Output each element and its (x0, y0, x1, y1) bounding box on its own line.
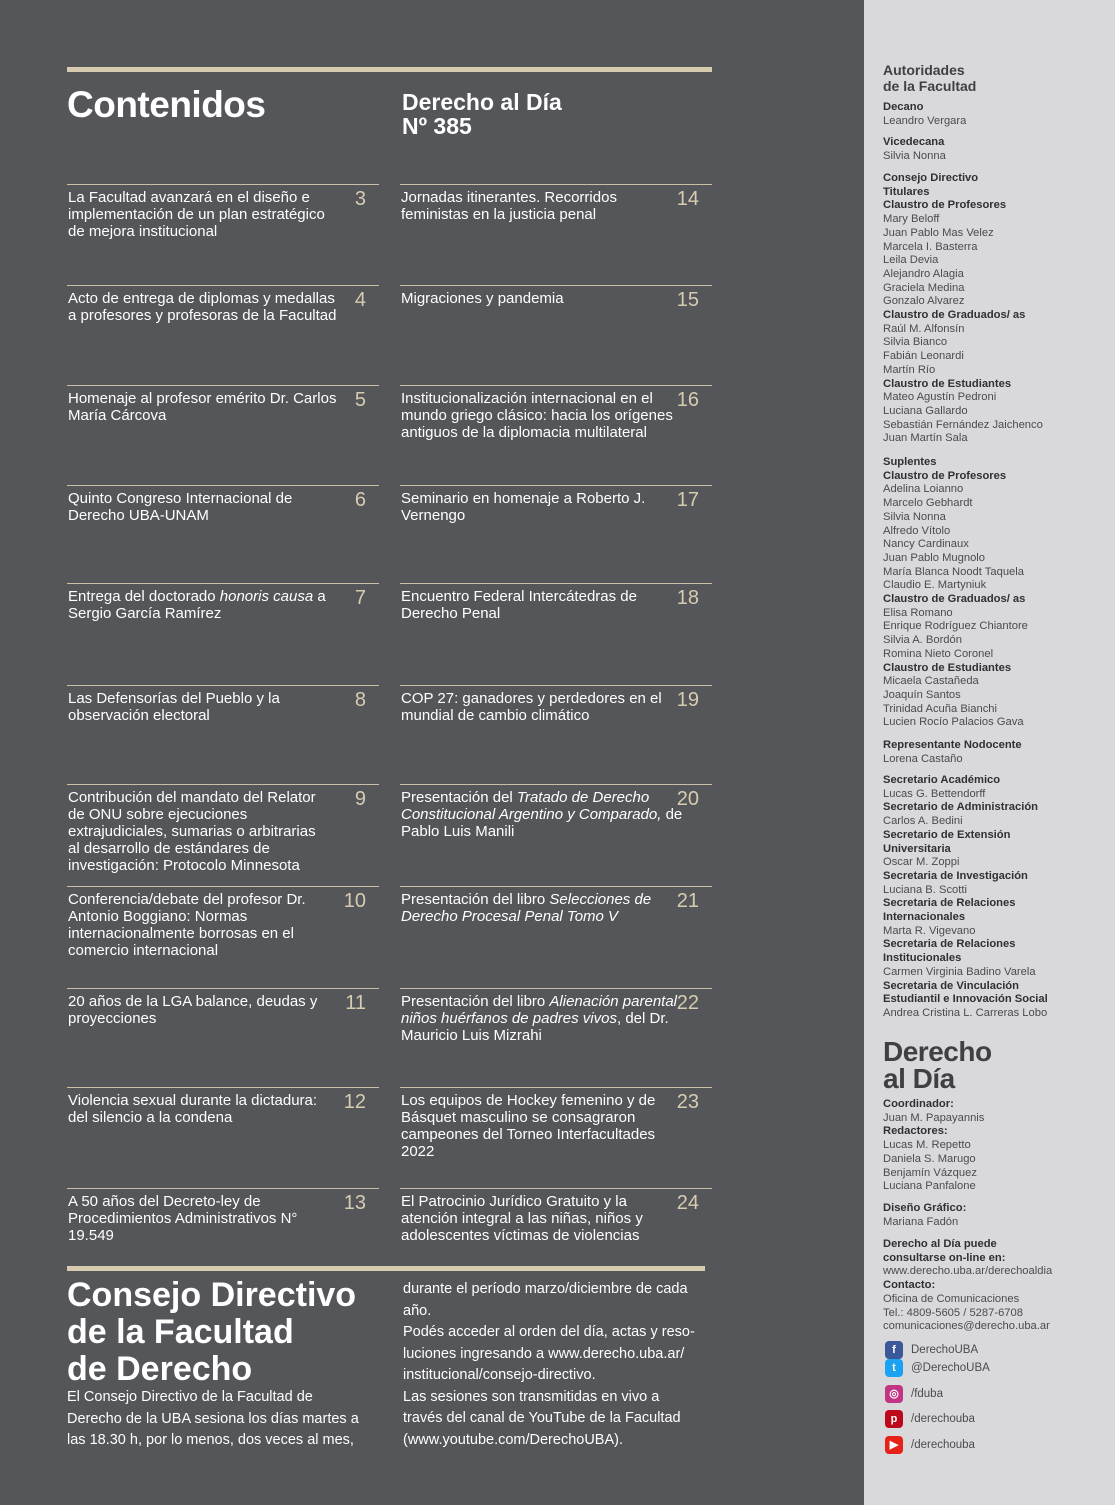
derecho-al-dia-logo (883, 1038, 992, 1092)
toc-title-italic: Selecciones de Derecho Procesal Penal Tomo V (401, 891, 652, 925)
toc-page-number: 24 (676, 1192, 699, 1214)
sidebar-name: Enrique Rodríguez Chiantore (883, 620, 1028, 633)
toc-title-part: de Pablo Luis Manili (401, 806, 683, 840)
social-link-label: /derechouba (911, 1413, 975, 1425)
toc-entry-title (401, 891, 683, 925)
toc-entry-title: Migraciones y pandemia (401, 290, 564, 307)
sidebar-label: Titulares (883, 185, 930, 198)
contact-block (883, 1238, 1108, 1334)
sidebar-label: Estudiantil e Innovación Social (883, 993, 1048, 1006)
toc-divider (400, 784, 712, 785)
sidebar-name: Lucien Rocío Palacios Gava (883, 716, 1024, 729)
toc-page-number: 6 (354, 489, 366, 511)
toc-entry-title: Homenaje al profesor emérito Dr. Carlos María Cárcova (68, 390, 337, 424)
sidebar-label: Redactores: (883, 1125, 948, 1138)
toc-page-number: 23 (676, 1091, 699, 1113)
sidebar-name: Adelina Loianno (883, 483, 964, 496)
sidebar-label: Internacionales (883, 911, 966, 924)
toc-divider (400, 1188, 712, 1189)
sidebar-name: Oscar M. Zoppi (883, 856, 960, 869)
sidebar-name: Nancy Cardinaux (883, 538, 969, 551)
toc-title-part: Presentación del libro (401, 993, 550, 1010)
sidebar-name: Oficina de Comunicaciones (883, 1292, 1020, 1305)
sidebar-name: Benjamín Vázquez (883, 1166, 977, 1179)
sidebar-label: Coordinador: (883, 1098, 954, 1110)
sidebar-label: Secretaria de Relaciones (883, 897, 1016, 910)
consejo-right-line6: Las sesiones son transmitidas en vivo a (403, 1388, 660, 1405)
sidebar-name: Gonzalo Alvarez (883, 295, 965, 308)
toc-title-part: , del Dr. Mauricio Luis Mizrahi (401, 1010, 669, 1044)
toc-entry-title: COP 27: ganadores y perdedores en el mundial de cambio climático (401, 690, 662, 724)
toc-entry-title: Violencia sexual durante la dictadura: del silencio a la condena (68, 1092, 318, 1126)
consejo-right-line4: luciones ingresando a www.derecho.uba.ar/ (403, 1345, 685, 1362)
toc-entry-title: Conferencia/debate del profesor Dr. Antonio Boggiano: Normas internacionalmente borrosas en el comercio internacional (68, 891, 306, 959)
sidebar-label: Suplentes (883, 456, 937, 468)
toc-page-number: 4 (354, 289, 366, 311)
toc-page-number: 14 (676, 188, 699, 210)
consejo-right-line8: (www.youtube.com/DerechoUBA). (403, 1431, 623, 1448)
sidebar-label: Representante Nodocente (883, 739, 1022, 751)
sidebar-label: Consejo Directivo (883, 172, 979, 184)
facebook-icon: f (885, 1341, 903, 1359)
consejo-left-line3: las 18.30 h, por lo menos, dos veces al mes, (67, 1432, 354, 1448)
toc-title-part: Presentación del libro (401, 891, 550, 908)
toc-entry-title: Seminario en homenaje a Roberto J. Vernengo (401, 490, 646, 524)
sidebar-name: Luciana B. Scotti (883, 883, 967, 896)
consejo-right-line7: través del canal de YouTube de la Facultad (403, 1410, 681, 1426)
sidebar-name: Silvia A. Bordón (883, 634, 962, 647)
sidebar-name: www.derecho.uba.ar/derechoaldia (883, 1265, 1053, 1278)
toc-title-italic: Tratado de Derecho Constitucional Argentino y Comparado, (401, 789, 662, 823)
toc-entry-title: A 50 años del Decreto-ley de Procedimientos Administrativos N° 19.549 (68, 1193, 298, 1244)
design-block (883, 1202, 1108, 1229)
social-link-label: @DerechoUBA (911, 1362, 990, 1374)
toc-page-number: 15 (676, 289, 699, 311)
sidebar-label: Secretaria de Vinculación (883, 979, 1019, 992)
toc-entry-title: Los equipos de Hockey femenino y de Básquet masculino se consagraron campeones del Torneo Interfacultades 2022 (401, 1092, 656, 1160)
vicedean-block (883, 136, 1108, 163)
consejo-right-line5: institucional/consejo-directivo. (403, 1367, 596, 1383)
sidebar-name: Leandro Vergara (883, 114, 967, 127)
sidebar-label: Derecho al Día puede (883, 1238, 997, 1250)
authorities-heading-line2: de la Facultad (883, 78, 977, 94)
staff-block (883, 1098, 1108, 1194)
sidebar-name: Leila Devia (883, 254, 939, 267)
toc-entry-title: 20 años de la LGA balance, deudas y proyecciones (68, 993, 318, 1027)
sidebar-name: María Blanca Noodt Taquela (883, 565, 1024, 578)
secretarias-block (883, 774, 1108, 1021)
sidebar-name: Marcela I. Basterra (883, 240, 978, 253)
sidebar-name: Raúl M. Alfonsín (883, 322, 965, 335)
consejo-text-right (403, 1279, 695, 1451)
authorities-heading (883, 62, 976, 94)
toc-title-part: Presentación del (401, 789, 517, 806)
sidebar-name: Juan M. Papayannis (883, 1111, 985, 1124)
sidebar-name: Tel.: 4809-5605 / 5287-6708 (883, 1306, 1023, 1319)
dean-block (883, 101, 1108, 128)
toc-divider (400, 886, 712, 887)
consejo-right-line1: durante el período marzo/diciembre de cada (403, 1281, 688, 1297)
sidebar-name: Luciana Gallardo (883, 404, 968, 417)
issue-title-line2: Nº 385 (402, 113, 472, 139)
sidebar-label: Claustro de Estudiantes (883, 661, 1012, 674)
sidebar-label: Claustro de Profesores (883, 199, 1007, 212)
consejo-right-line3: Podés acceder al orden del día, actas y reso- (403, 1324, 695, 1340)
sidebar-name: Claudio E. Martyniuk (883, 579, 987, 592)
sidebar-name: Silvia Bianco (883, 336, 948, 349)
sidebar-name: Sebastián Fernández Jaichenco (883, 418, 1043, 431)
sidebar-label: Institucionales (883, 952, 962, 965)
sidebar-label: Claustro de Graduados/ as (883, 593, 1026, 606)
toc-page-number: 5 (354, 389, 366, 411)
sidebar-name: Fabián Leonardi (883, 350, 964, 363)
toc-page-number: 16 (676, 389, 699, 411)
sidebar-name: Carlos A. Bedini (883, 815, 963, 828)
sidebar-label: Secretaria de Relaciones (883, 938, 1016, 951)
toc-page-number: 9 (354, 788, 366, 810)
toc-divider (67, 583, 379, 584)
consejo-title-line1: Consejo Directivo (67, 1276, 357, 1314)
sidebar-label: Contacto: (883, 1279, 936, 1292)
consejo-title-line2: de la Facultad (67, 1313, 294, 1351)
toc-divider (400, 485, 712, 486)
toc-entry-title: Encuentro Federal Intercátedras de Derecho Penal (401, 588, 637, 622)
sidebar-name: Mariana Fadón (883, 1215, 959, 1228)
toc-entry-title: Jornadas itinerantes. Recorridos feministas en la justicia penal (401, 189, 617, 223)
sidebar-label: Diseño Gráfico: (883, 1202, 967, 1214)
toc-page-number: 13 (343, 1192, 366, 1214)
authorities-heading-line1: Autoridades (883, 62, 965, 78)
toc-title-italic: Alienación parental niños huérfanos de padres vivos (401, 993, 678, 1027)
sidebar-name: comunicaciones@derecho.uba.ar (883, 1320, 1050, 1333)
sidebar-name: Graciela Medina (883, 281, 965, 294)
sidebar-label: Claustro de Profesores (883, 469, 1007, 482)
sidebar-name: Lucas M. Repetto (883, 1139, 971, 1152)
consejo-right-line2: año. (403, 1302, 432, 1319)
instagram-icon: ◎ (885, 1385, 903, 1403)
toc-divider (67, 385, 379, 386)
toc-divider (67, 184, 379, 185)
sidebar-name: Daniela S. Marugo (883, 1152, 976, 1165)
toc-page-number: 12 (343, 1091, 366, 1113)
toc-title-italic: honoris causa (219, 588, 314, 605)
toc-divider (67, 1087, 379, 1088)
consejo-left-line2: Derecho de la UBA sesiona los días martes a (67, 1410, 359, 1427)
consejo-title-line3: de Derecho (67, 1350, 253, 1388)
toc-divider (67, 784, 379, 785)
toc-page-number: 21 (676, 890, 699, 912)
toc-entry-title: Acto de entrega de diplomas y medallas a profesores y profesoras de la Facultad (68, 290, 337, 324)
sidebar-label: Vicedecana (883, 136, 945, 148)
sidebar-name: Romina Nieto Coronel (883, 647, 994, 660)
toc-divider (67, 285, 379, 286)
nodocente-block (883, 739, 1108, 766)
toc-page-number: 3 (354, 188, 366, 210)
social-link-label: /fduba (911, 1388, 943, 1400)
consejo-left-line1: El Consejo Directivo de la Facultad de (67, 1389, 313, 1405)
toc-entry-title (401, 789, 683, 840)
toc-divider (400, 285, 712, 286)
sidebar-label: Claustro de Estudiantes (883, 377, 1012, 390)
sidebar-name: Carmen Virginia Badino Varela (883, 965, 1036, 978)
toc-entry-title: La Facultad avanzará en el diseño e implementación de un plan estratégico de mejora institucional (68, 189, 325, 240)
sidebar-label: Secretaria de Investigación (883, 869, 1028, 882)
sidebar-label: Secretario de Administración (883, 801, 1039, 814)
derecho-al-dia-logo-line1: Derecho (883, 1036, 992, 1067)
toc-page-number: 22 (676, 992, 699, 1014)
toc-divider (400, 184, 712, 185)
sidebar-name: Trinidad Acuña Bianchi (883, 702, 998, 715)
toc-divider (67, 886, 379, 887)
toc-title-part: a Sergio García Ramírez (68, 588, 326, 622)
consejo-text-left (67, 1387, 359, 1452)
toc-divider (400, 988, 712, 989)
toc-entry-title: Las Defensorías del Pueblo y la observación electoral (68, 690, 280, 724)
sidebar-name: Juan Martín Sala (883, 432, 968, 445)
toc-divider (67, 485, 379, 486)
consejo-suplentes-block (883, 456, 1108, 730)
toc-entry-title: Quinto Congreso Internacional de Derecho UBA-UNAM (68, 490, 293, 524)
sidebar-name: Mateo Agustín Pedroni (883, 391, 997, 404)
sidebar-name: Andrea Cristina L. Carreras Lobo (883, 1006, 1048, 1019)
toc-divider (67, 988, 379, 989)
toc-divider (67, 1188, 379, 1189)
toc-divider (400, 685, 712, 686)
toc-page-number: 10 (343, 890, 366, 912)
toc-entry-title (401, 993, 683, 1044)
sidebar-label: Secretario Académico (883, 774, 1001, 786)
sidebar-label: Secretario de Extensión (883, 828, 1011, 841)
toc-title-part: Entrega del doctorado (68, 588, 220, 605)
sidebar-name: Silvia Nonna (883, 149, 946, 162)
toc-page-number: 11 (345, 992, 366, 1014)
sidebar-name: Lorena Castaño (883, 752, 963, 765)
sidebar-label: Decano (883, 101, 924, 113)
sidebar-name: Marcelo Gebhardt (883, 497, 973, 510)
toc-page-number: 18 (676, 587, 699, 609)
sidebar-label: Universitaria (883, 842, 951, 855)
issue-title-line1: Derecho al Día (402, 89, 562, 115)
page-title: Contenidos (67, 84, 266, 125)
sidebar-label: Claustro de Graduados/ as (883, 309, 1026, 322)
sidebar-name: Juan Pablo Mugnolo (883, 551, 986, 564)
sidebar-name: Joaquín Santos (883, 688, 961, 701)
sidebar-label: consultarse on-line en: (883, 1251, 1006, 1264)
twitter-icon: t (885, 1359, 903, 1377)
social-link-label: DerechoUBA (911, 1344, 979, 1356)
social-link-label: /derechouba (911, 1439, 975, 1451)
toc-divider (400, 583, 712, 584)
toc-divider (400, 385, 712, 386)
sidebar-name: Luciana Panfalone (883, 1180, 976, 1193)
toc-entry-title: El Patrocinio Jurídico Gratuito y la atención integral a las niñas, niños y adolescentes víctimas de violencias (401, 1193, 643, 1244)
derecho-al-dia-logo-line2: al Día (883, 1063, 955, 1094)
sidebar-name: Alejandro Alagia (883, 267, 964, 280)
toc-page-number: 17 (676, 489, 699, 511)
youtube-icon: ▶ (885, 1436, 903, 1454)
toc-entry-title: Contribución del mandato del Relator de ONU sobre ejecuciones extrajudiciales, sumarias o arbitrarias al desarrollo de estándares de investigación: Protocolo Minnesota (68, 789, 316, 874)
bottom-rule (67, 1266, 705, 1271)
toc-divider (67, 685, 379, 686)
toc-page-number: 19 (676, 689, 699, 711)
toc-divider (400, 1087, 712, 1088)
toc-page-number: 8 (354, 689, 366, 711)
sidebar-name: Silvia Nonna (883, 510, 946, 523)
pinterest-icon: p (885, 1410, 903, 1428)
sidebar-name: Marta R. Vigevano (883, 924, 976, 937)
top-rule (67, 67, 712, 72)
sidebar-name: Martín Río (883, 363, 936, 376)
issue-title (402, 90, 562, 138)
sidebar-name: Lucas G. Bettendorff (883, 787, 986, 800)
toc-page-number: 7 (354, 587, 366, 609)
sidebar-name: Mary Beloff (883, 213, 940, 226)
consejo-titulares-block (883, 172, 1108, 446)
sidebar-name: Elisa Romano (883, 606, 953, 619)
sidebar-name: Micaela Castañeda (883, 675, 979, 688)
toc-entry-title (68, 588, 340, 622)
sidebar-name: Juan Pablo Mas Velez (883, 226, 994, 239)
toc-page-number: 20 (676, 788, 699, 810)
sidebar-name: Alfredo Vítolo (883, 524, 951, 537)
consejo-title (67, 1277, 356, 1388)
toc-entry-title: Institucionalización internacional en el mundo griego clásico: hacia los orígenes antiguos de la diplomacia multilateral (401, 390, 673, 441)
